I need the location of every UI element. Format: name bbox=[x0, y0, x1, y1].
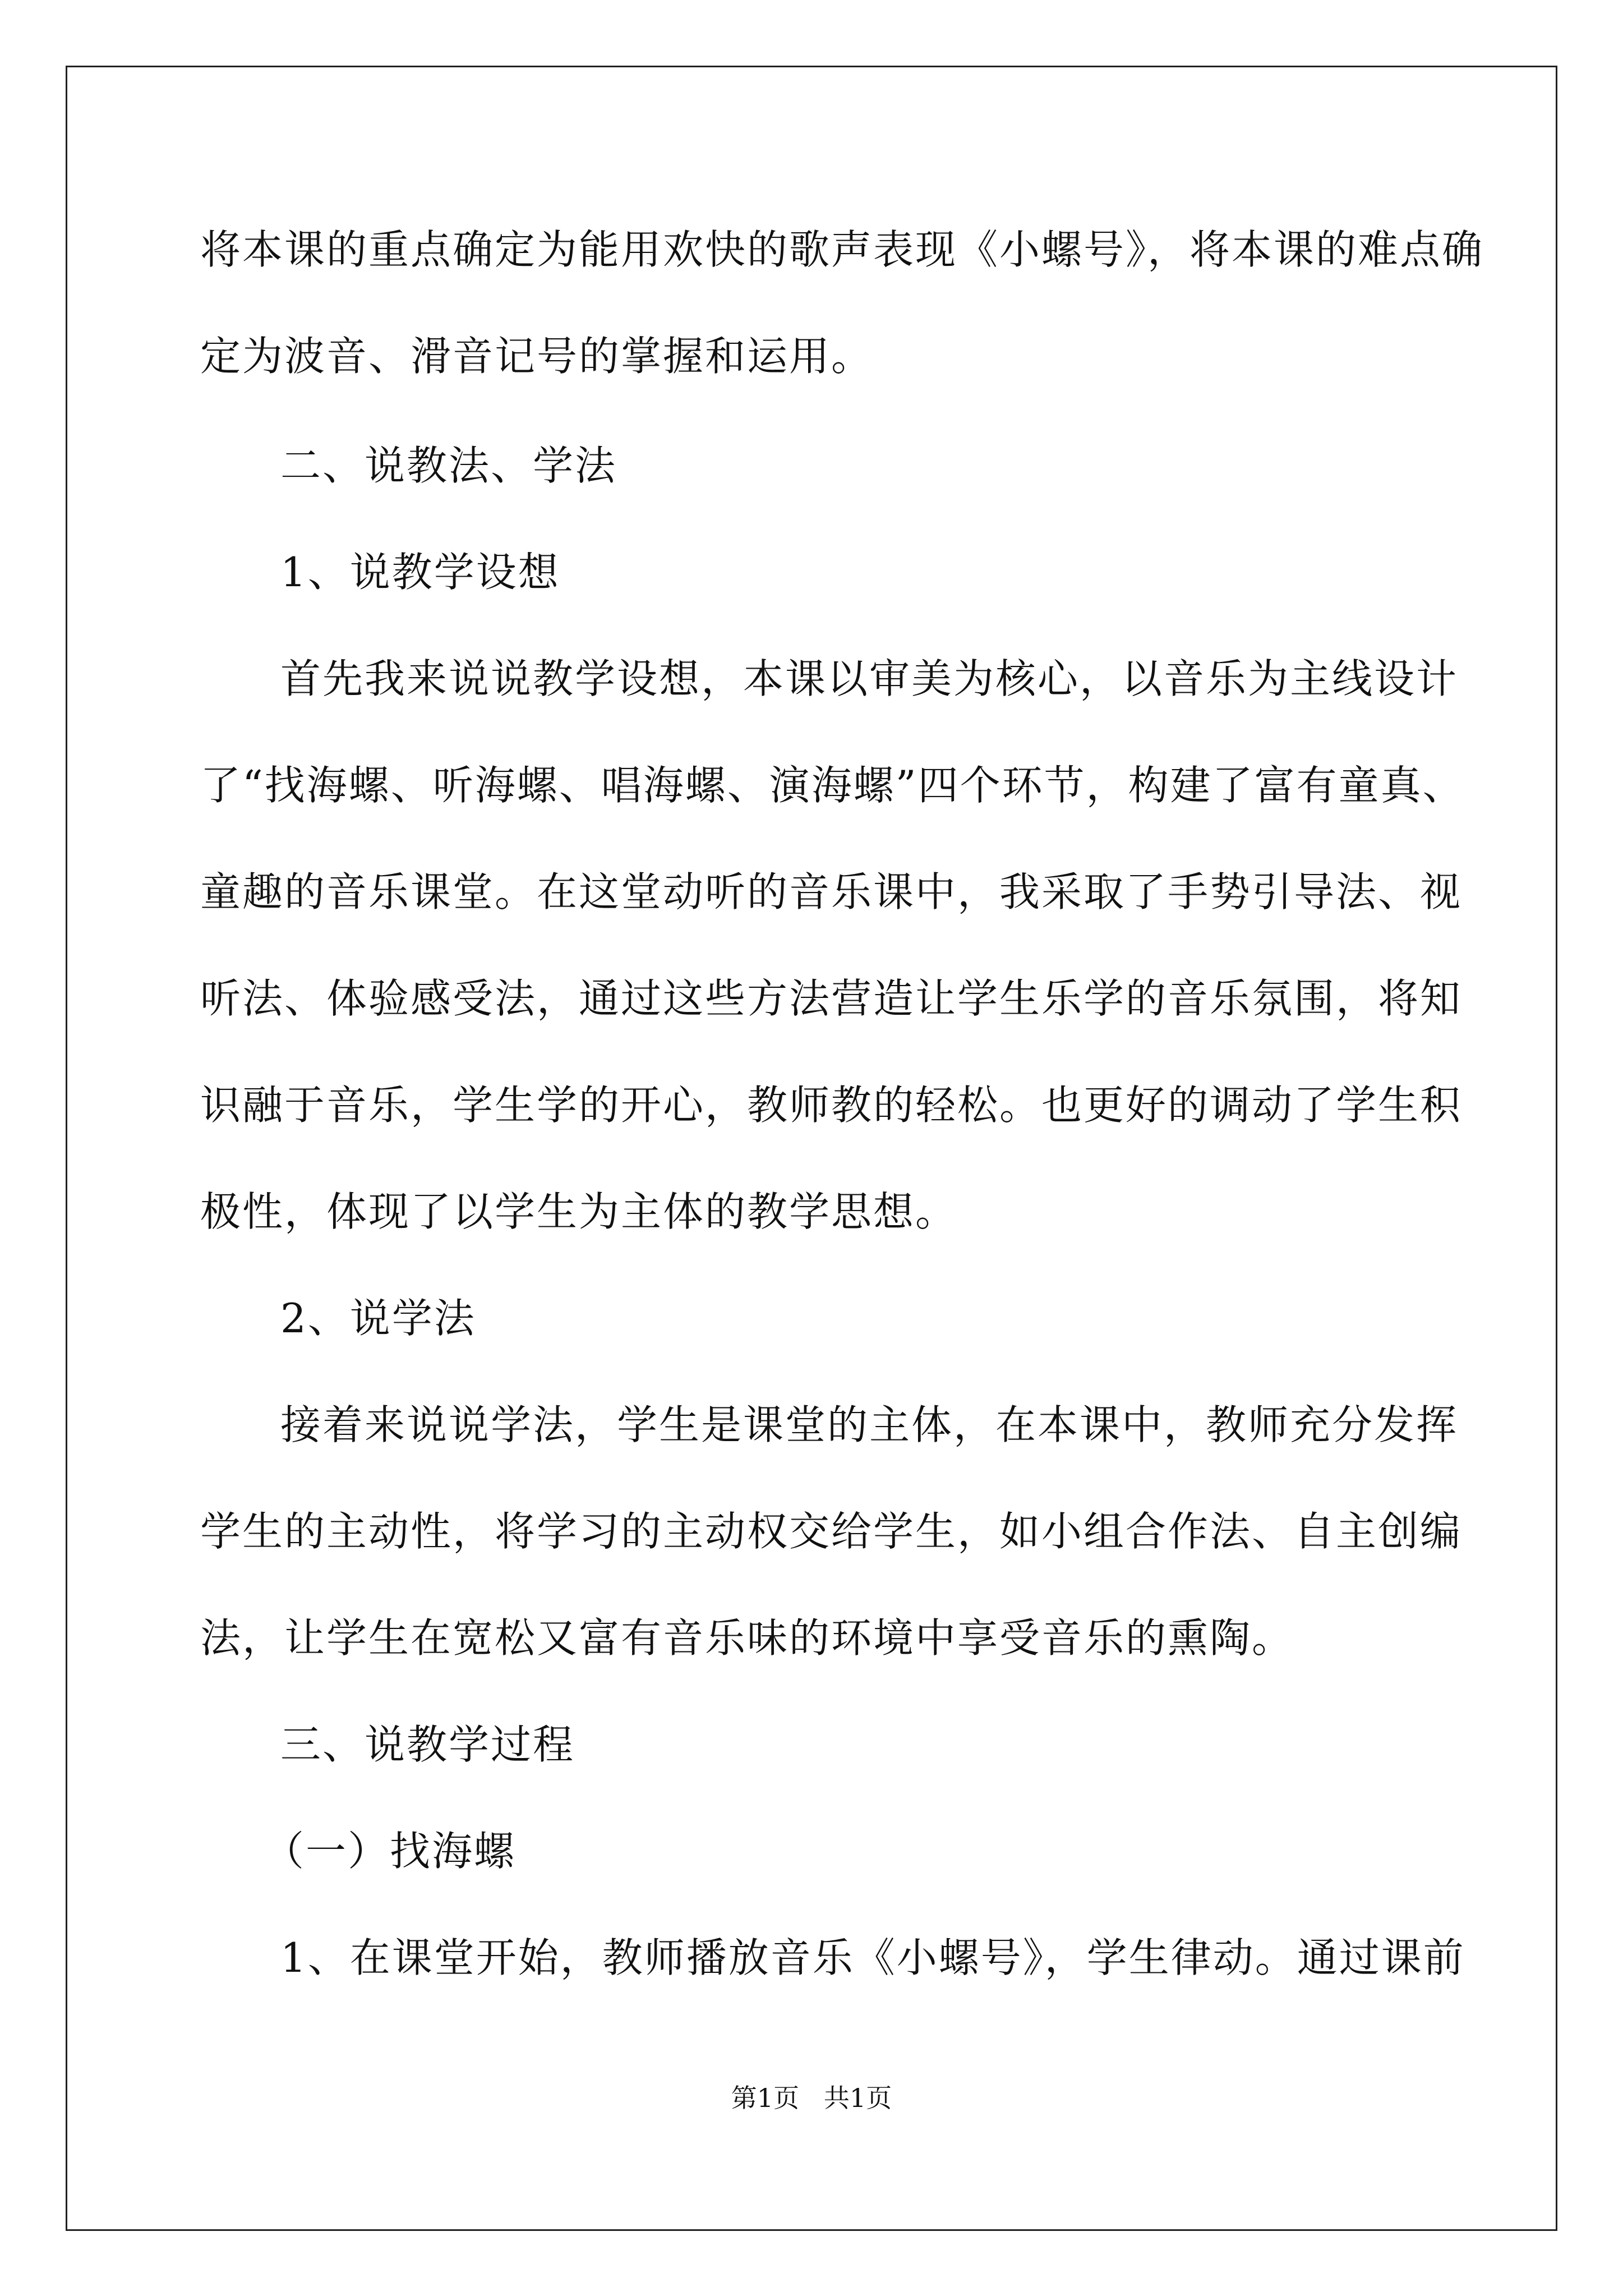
page-number-footer: 第1页 共1页 bbox=[731, 2083, 892, 2113]
subsection-heading-learning-method: 2、说学法 bbox=[280, 1295, 476, 1342]
body-text-line: 识融于音乐，学生学的开心，教师教的轻松。也更好的调动了学生积 bbox=[200, 1082, 1463, 1129]
body-text-line: 听法、体验感受法，通过这些方法营造让学生乐学的音乐氛围，将知 bbox=[200, 975, 1463, 1022]
section-heading-methods: 二、说教法、学法 bbox=[280, 442, 617, 489]
body-text-line: 极性，体现了以学生为主体的教学思想。 bbox=[200, 1188, 958, 1235]
body-text-line: 学生的主动性，将学习的主动权交给学生，如小组合作法、自主创编 bbox=[200, 1508, 1463, 1555]
paragraph-first-line: 接着来说说学法，学生是课堂的主体，在本课中，教师充分发挥 bbox=[280, 1401, 1459, 1448]
body-text-line: 了“找海螺、听海螺、唱海螺、演海螺”四个环节，构建了富有童真、 bbox=[200, 762, 1465, 809]
page-border bbox=[66, 66, 1557, 2231]
paragraph-first-line: 首先我来说说教学设想，本课以审美为核心，以音乐为主线设计 bbox=[280, 655, 1459, 702]
section-heading-process: 三、说教学过程 bbox=[280, 1721, 575, 1768]
paragraph-first-line: 1、在课堂开始，教师播放音乐《小螺号》，学生律动。通过课前 bbox=[280, 1934, 1465, 1981]
subsection-heading-teaching-idea: 1、说教学设想 bbox=[280, 549, 560, 596]
body-text-line: 将本课的重点确定为能用欢快的歌声表现《小螺号》，将本课的难点确 bbox=[200, 226, 1484, 273]
body-text-line: 定为波音、滑音记号的掌握和运用。 bbox=[200, 333, 874, 380]
body-text-line: 法，让学生在宽松又富有音乐味的环境中享受音乐的熏陶。 bbox=[200, 1614, 1294, 1662]
body-text-line: 童趣的音乐课堂。在这堂动听的音乐课中，我采取了手势引导法、视 bbox=[200, 868, 1463, 915]
subsection-heading-find-conch: （一）找海螺 bbox=[264, 1828, 517, 1875]
